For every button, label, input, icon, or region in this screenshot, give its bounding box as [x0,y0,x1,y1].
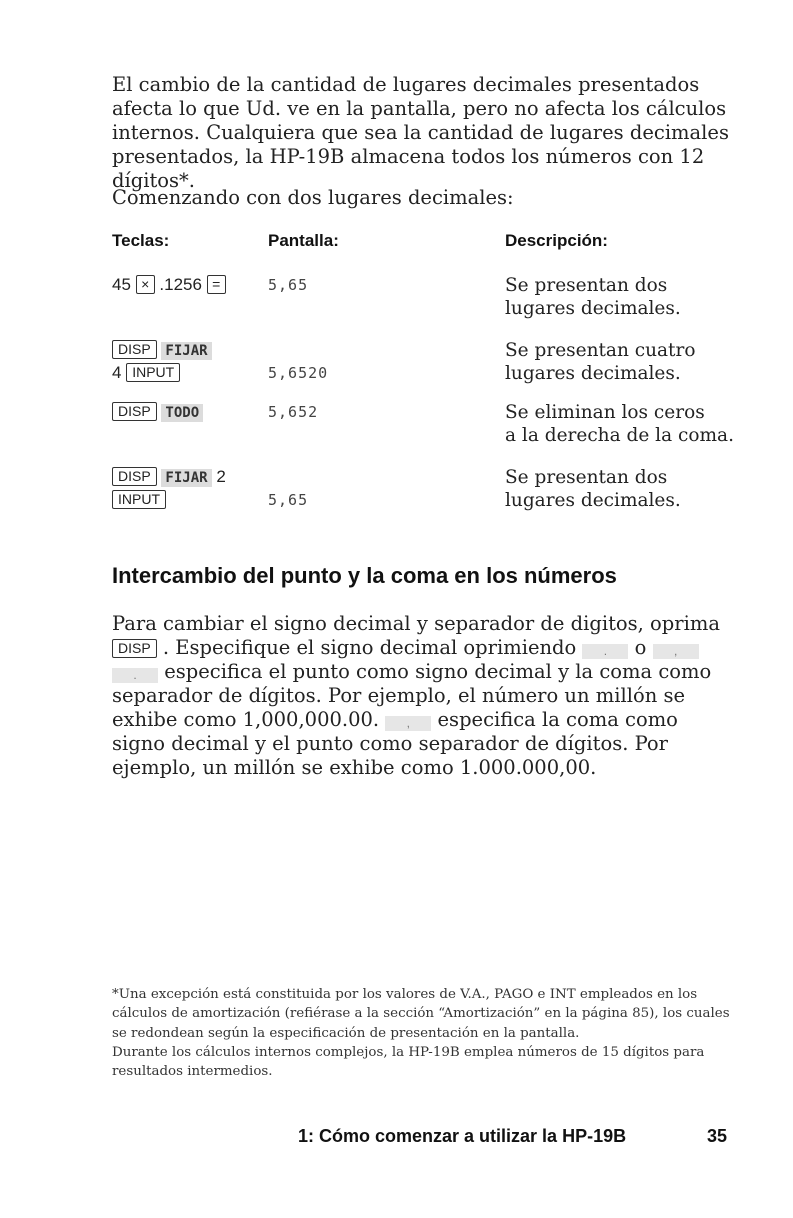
softkey-fijar: FIJAR [161,342,211,360]
softkey-dot: . [112,668,158,683]
intro-paragraph: El cambio de la cantidad de lugares decimales presentados afecta lo que Ud. ve en la pantalla, pero no afecta los cálculos internos. Cualquiera que sea la cantidad de lugares decimales presentados, la HP-19B almacena todos los números con 12 dígitos*. [112,73,729,192]
footnote [112,985,737,1081]
section-title: Intercambio del punto y la coma en los números [112,563,617,588]
section-body [112,612,732,780]
disp-key: DISP [112,467,157,486]
softkey-comma: , [385,716,431,731]
desc-line: Se presentan cuatro [505,340,696,361]
row-keys [112,466,226,488]
input-key: INPUT [126,363,180,382]
page-number: 35 [707,1126,728,1146]
softkey-todo: TODO [161,404,203,422]
disp-key: DISP [112,340,157,359]
multiply-key: × [136,275,155,294]
display-value: 5,65 [268,276,309,294]
header-display: Pantalla: [268,231,339,250]
disp-key: DISP [112,402,157,421]
desc-line: Se presentan dos [505,275,668,296]
row-description [505,466,745,512]
digits: 4 [112,363,122,382]
desc-line: lugares decimales. [505,490,681,511]
display-value: 5,652 [268,403,319,421]
body-text: especifica el punto como signo decimal y la coma como separador de dígitos. Por ejemplo, el número un millón se exhibe como 1,000,000.00. [112,660,712,731]
digits: .1256 [159,275,202,294]
display-value: 5,6520 [268,364,329,382]
intro-lead: Comenzando con dos lugares decimales: [112,186,514,209]
body-text: especifica la coma como signo decimal y el punto como separador de dígitos. Por ejemplo, un millón se exhibe como 1.000.000,00. [112,708,678,779]
desc-line: Se presentan dos [505,467,668,488]
equals-key: = [207,275,226,294]
row-description [505,339,745,385]
digits: 45 [112,275,131,294]
body-text: . [162,636,170,659]
softkey-comma: , [653,644,699,659]
row-keys [112,339,212,361]
desc-line: Se eliminan los ceros [505,402,705,423]
row-description [505,401,745,447]
row-keys-2 [112,362,180,384]
footnote-text: Durante los cálculos internos complejos, la HP-19B emplea números de 15 dígitos para resultados intermedios. [112,1044,705,1080]
display-value: 5,65 [268,491,309,509]
digits: 2 [216,467,226,486]
chapter-title: 1: Cómo comenzar a utilizar la HP-19B [298,1126,627,1146]
footnote-text: *Una excepción está constituida por los valores de V.A., PAGO e INT empleados en los cálculos de amortización (refiérase a la sección “Amortización” en la página 85), los cuales se redondean según la especificación de presentación en la pantalla. [112,987,730,1041]
row-keys [112,401,203,423]
desc-line: lugares decimales. [505,298,681,319]
softkey-fijar: FIJAR [161,469,211,487]
header-description: Descripción: [505,231,608,250]
row-keys-2 [112,489,166,511]
header-keys: Teclas: [112,231,170,250]
body-text: Para cambiar el signo decimal y separador de digitos, oprima [112,612,720,635]
softkey-dot: . [582,644,628,659]
desc-line: lugares decimales. [505,363,681,384]
body-text: o [634,636,647,659]
body-text: Especifique el signo decimal oprimiendo [175,636,577,659]
input-key: INPUT [112,490,166,509]
row-keys [112,274,226,296]
desc-line: a la derecha de la coma. [505,425,734,446]
disp-key: DISP [112,639,157,658]
row-description [505,274,745,320]
